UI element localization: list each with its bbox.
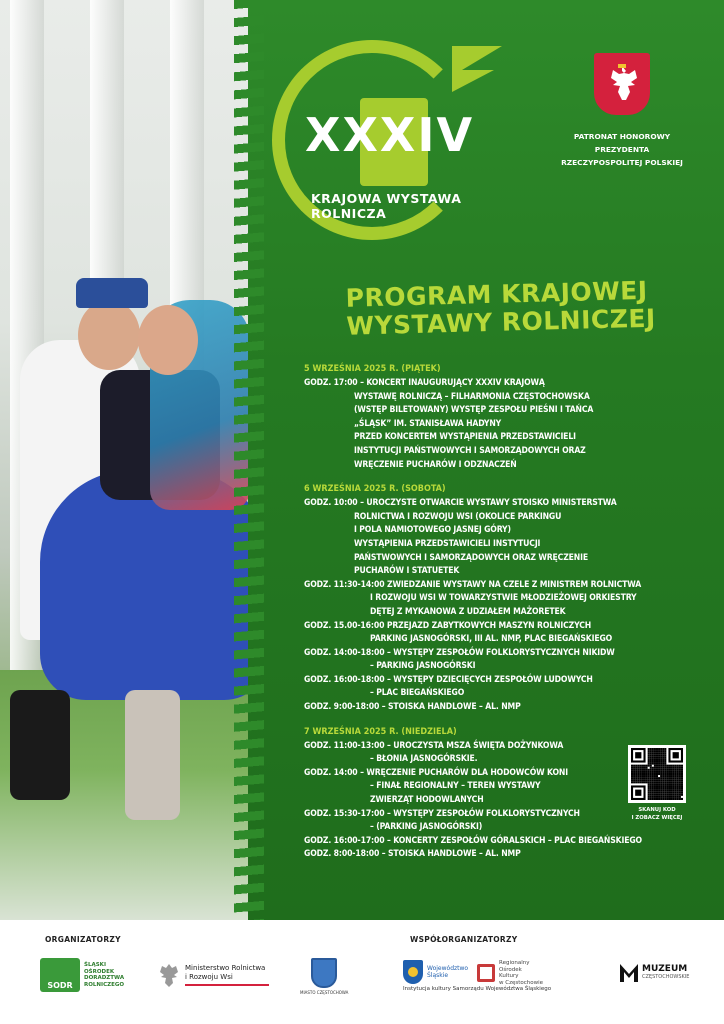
event-line: I POLA NAMIOTOWEGO JASNEJ GÓRY) [354, 525, 511, 536]
ministry-eagle-icon [158, 962, 180, 988]
event-line: GODZ. 17:00 – KONCERT INAUGURUJĄCY XXXIV KRAJOWĄ [304, 378, 545, 388]
rok-text: Regionalny [499, 960, 530, 966]
event-line: INSTYTUCJI PAŃSTWOWYCH I SAMORZĄDOWYCH ORAZ [354, 445, 586, 456]
event-line: GODZ. 16:00-18:00 – WYSTĘPY DZIECIĘCYCH ZESPOŁÓW LUDOWYCH [304, 674, 593, 685]
ministry-red-line [185, 984, 269, 986]
event-line: PRZED KONCERTEM WYSTĄPIENIA PRZEDSTAWICIELI [354, 432, 576, 443]
event-line: ZWIERZĄT HODOWLANYCH [370, 795, 484, 806]
event-line: PUCHARÓW I STATUETEK [354, 566, 460, 577]
event-line: GODZ. 11:00-13:00 – UROCZYSTA MSZA ŚWIĘTA DOŻYNKOWA [304, 740, 564, 751]
schedule-event [304, 620, 714, 647]
program-heading [345, 275, 706, 340]
museum-name: MUZEUM [642, 963, 688, 974]
rok-text: Kultury [499, 973, 519, 979]
day-title: 6 WRZEŚNIA 2025 R. (SOBOTA) [304, 484, 446, 495]
schedule-event [304, 647, 714, 674]
voivodeship-logo [403, 960, 468, 984]
polish-eagle-emblem [594, 53, 650, 115]
schedule-day [304, 363, 714, 472]
patron-line: RZECZYPOSPOLITEJ POLSKIEJ [561, 158, 683, 167]
patron-line: PATRONAT HONOROWY PREZYDENTA [573, 132, 671, 154]
schedule-event [304, 674, 714, 701]
qr-code[interactable] [628, 745, 686, 803]
event-line: – BŁONIA JASNOGÓRSKIE. [370, 754, 478, 765]
schedule-event [304, 497, 714, 579]
dancer-boot [10, 690, 70, 800]
qr-icon [631, 748, 683, 800]
footer [0, 920, 724, 1024]
qr-label [620, 806, 694, 822]
qr-label-line: I ZOBACZ WIĘCEJ [631, 815, 683, 821]
event-line: GODZ. 8:00-18:00 – STOISKA HANDLOWE – AL. NMP [304, 849, 521, 860]
qr-label-line: SKANUJ KOD [638, 807, 676, 813]
sodr-badge: SODR [40, 958, 80, 992]
event-line: GODZ. 11:30-14:00 ZWIEDZANIE WYSTAWY NA CZELE Z MINISTREM ROLNICTWA [304, 579, 642, 590]
event-line: (WSTĘP BILETOWANY) WYSTĘP ZESPOŁU PIEŚNI I TAŃCA [354, 405, 594, 416]
rok-text: Ośrodek [499, 966, 522, 973]
event-line: – FINAŁ REGIONALNY – TEREN WYSTAWY [370, 781, 541, 792]
sodr-text: OŚRODEK [84, 968, 115, 975]
event-line: PARKING JASNOGÓRSKI, III AL. NMP, PLAC BIEGAŃSKIEGO [370, 634, 613, 645]
eagle-icon [602, 62, 642, 106]
museum-logo [620, 962, 689, 982]
schedule-event [304, 377, 714, 472]
logo-numeral: XXXIV [305, 108, 475, 162]
heading-line: PROGRAM KRAJOWEJ [345, 275, 648, 313]
heading-line: WYSTAWY ROLNICZEJ [346, 303, 657, 341]
event-line: GODZ. 14:00 – WRĘCZENIE PUCHARÓW DLA HODOWCÓW KONI [304, 767, 568, 778]
voivodeship-crest-icon [403, 960, 423, 984]
museum-m-icon [620, 962, 638, 982]
museum-sub: CZĘSTOCHOWSKIE [642, 973, 690, 980]
schedule-day [304, 483, 714, 715]
city-crest-icon [311, 958, 337, 988]
event-line: GODZ. 16:00-17:00 – KONCERTY ZESPOŁÓW GÓRALSKICH – PLAC BIEGAŃSKIEGO [304, 835, 642, 846]
event-line: DĘTEJ Z MYKANOWA Z UDZIAŁEM MAŻORETEK [370, 606, 566, 617]
event-line: GODZ. 15:30-17:00 – WYSTĘPY ZESPOŁÓW FOLKLORYSTYCZNYCH [304, 808, 580, 819]
voivodeship-text: Śląskie [427, 972, 449, 979]
dancer-woman-head [138, 305, 198, 375]
dancer-legs [125, 690, 180, 820]
coorganizers-label: WSPÓŁORGANIZATORZY [410, 935, 518, 944]
rok-text: w Częstochowie [499, 979, 544, 986]
event-line: WYSTAWĘ ROLNICZĄ – FILHARMONIA CZĘSTOCHOWSKA [354, 391, 590, 402]
schedule-event [304, 848, 714, 862]
event-line: WYSTĄPIENIA PRZEDSTAWICIELI INSTYTUCJI [354, 538, 541, 549]
schedule-event [304, 701, 714, 715]
day-title: 5 WRZEŚNIA 2025 R. (PIĄTEK) [304, 364, 441, 374]
rok-logo [477, 960, 543, 986]
ministry-text: Ministerstwo Rolnictwa [185, 964, 266, 972]
event-line: ROLNICTWA I ROZWOJU WSI (OKOLICE PARKINGU [354, 511, 562, 522]
event-line: PAŃSTWOWYCH I SAMORZĄDOWYCH ORAZ WRĘCZENIE [354, 552, 588, 563]
ministry-logo [158, 962, 269, 988]
dancer-man-head [78, 300, 140, 370]
ministry-text: i Rozwoju Wsi [185, 973, 233, 981]
city-name: MIASTO CZĘSTOCHOWA [300, 990, 349, 995]
event-line: I ROZWOJU WSI W TOWARZYSTWIE MŁODZIEŻOWEJ ORKIESTRY [370, 593, 637, 604]
event-line: GODZ. 15.00-16:00 PRZEJAZD ZABYTKOWYCH MASZYN ROLNICZYCH [304, 620, 592, 631]
day-title: 7 WRZEŚNIA 2025 R. (NIEDZIELA) [304, 726, 457, 737]
dancer-man-hat [76, 278, 148, 308]
organizers-label: ORGANIZATORZY [45, 935, 121, 944]
sodr-text: ROLNICZEGO [84, 981, 125, 988]
honorary-patronage [552, 130, 692, 169]
schedule-event [304, 835, 714, 849]
event-line: GODZ. 10:00 – UROCZYSTE OTWARCIE WYSTAWY STOISKO MINISTERSTWA [304, 498, 617, 509]
city-logo [300, 958, 348, 995]
voivodeship-text: Województwo [427, 964, 469, 972]
event-line: – (PARKING JASNOGÓRSKI) [370, 822, 483, 833]
sodr-logo [40, 958, 124, 992]
event-line: – PARKING JASNOGÓRSKI [370, 661, 476, 672]
event-line: GODZ. 9:00-18:00 – STOISKA HANDLOWE – AL. NMP [304, 702, 521, 713]
sodr-text: ŚLĄSKI [84, 962, 106, 968]
rok-icon [477, 964, 495, 982]
event-line: „ŚLĄSK” IM. STANISŁAWA HADYNY [354, 418, 502, 429]
event-line: GODZ. 14:00-18:00 – WYSTĘPY ZESPOŁÓW FOLKLORYSTYCZNYCH NIKIDW [304, 647, 615, 658]
sodr-text: DORADZTWA [84, 975, 125, 981]
logo-subtitle: KRAJOWA WYSTAWA ROLNICZA [311, 191, 462, 221]
event-line: WRĘCZENIE PUCHARÓW I ODZNACZEŃ [354, 459, 517, 470]
schedule-event [304, 579, 714, 620]
institution-text: Instytucja kultury Samorządu Województwa Śląskiego [403, 986, 552, 992]
event-line: – PLAC BIEGAŃSKIEGO [370, 688, 465, 699]
